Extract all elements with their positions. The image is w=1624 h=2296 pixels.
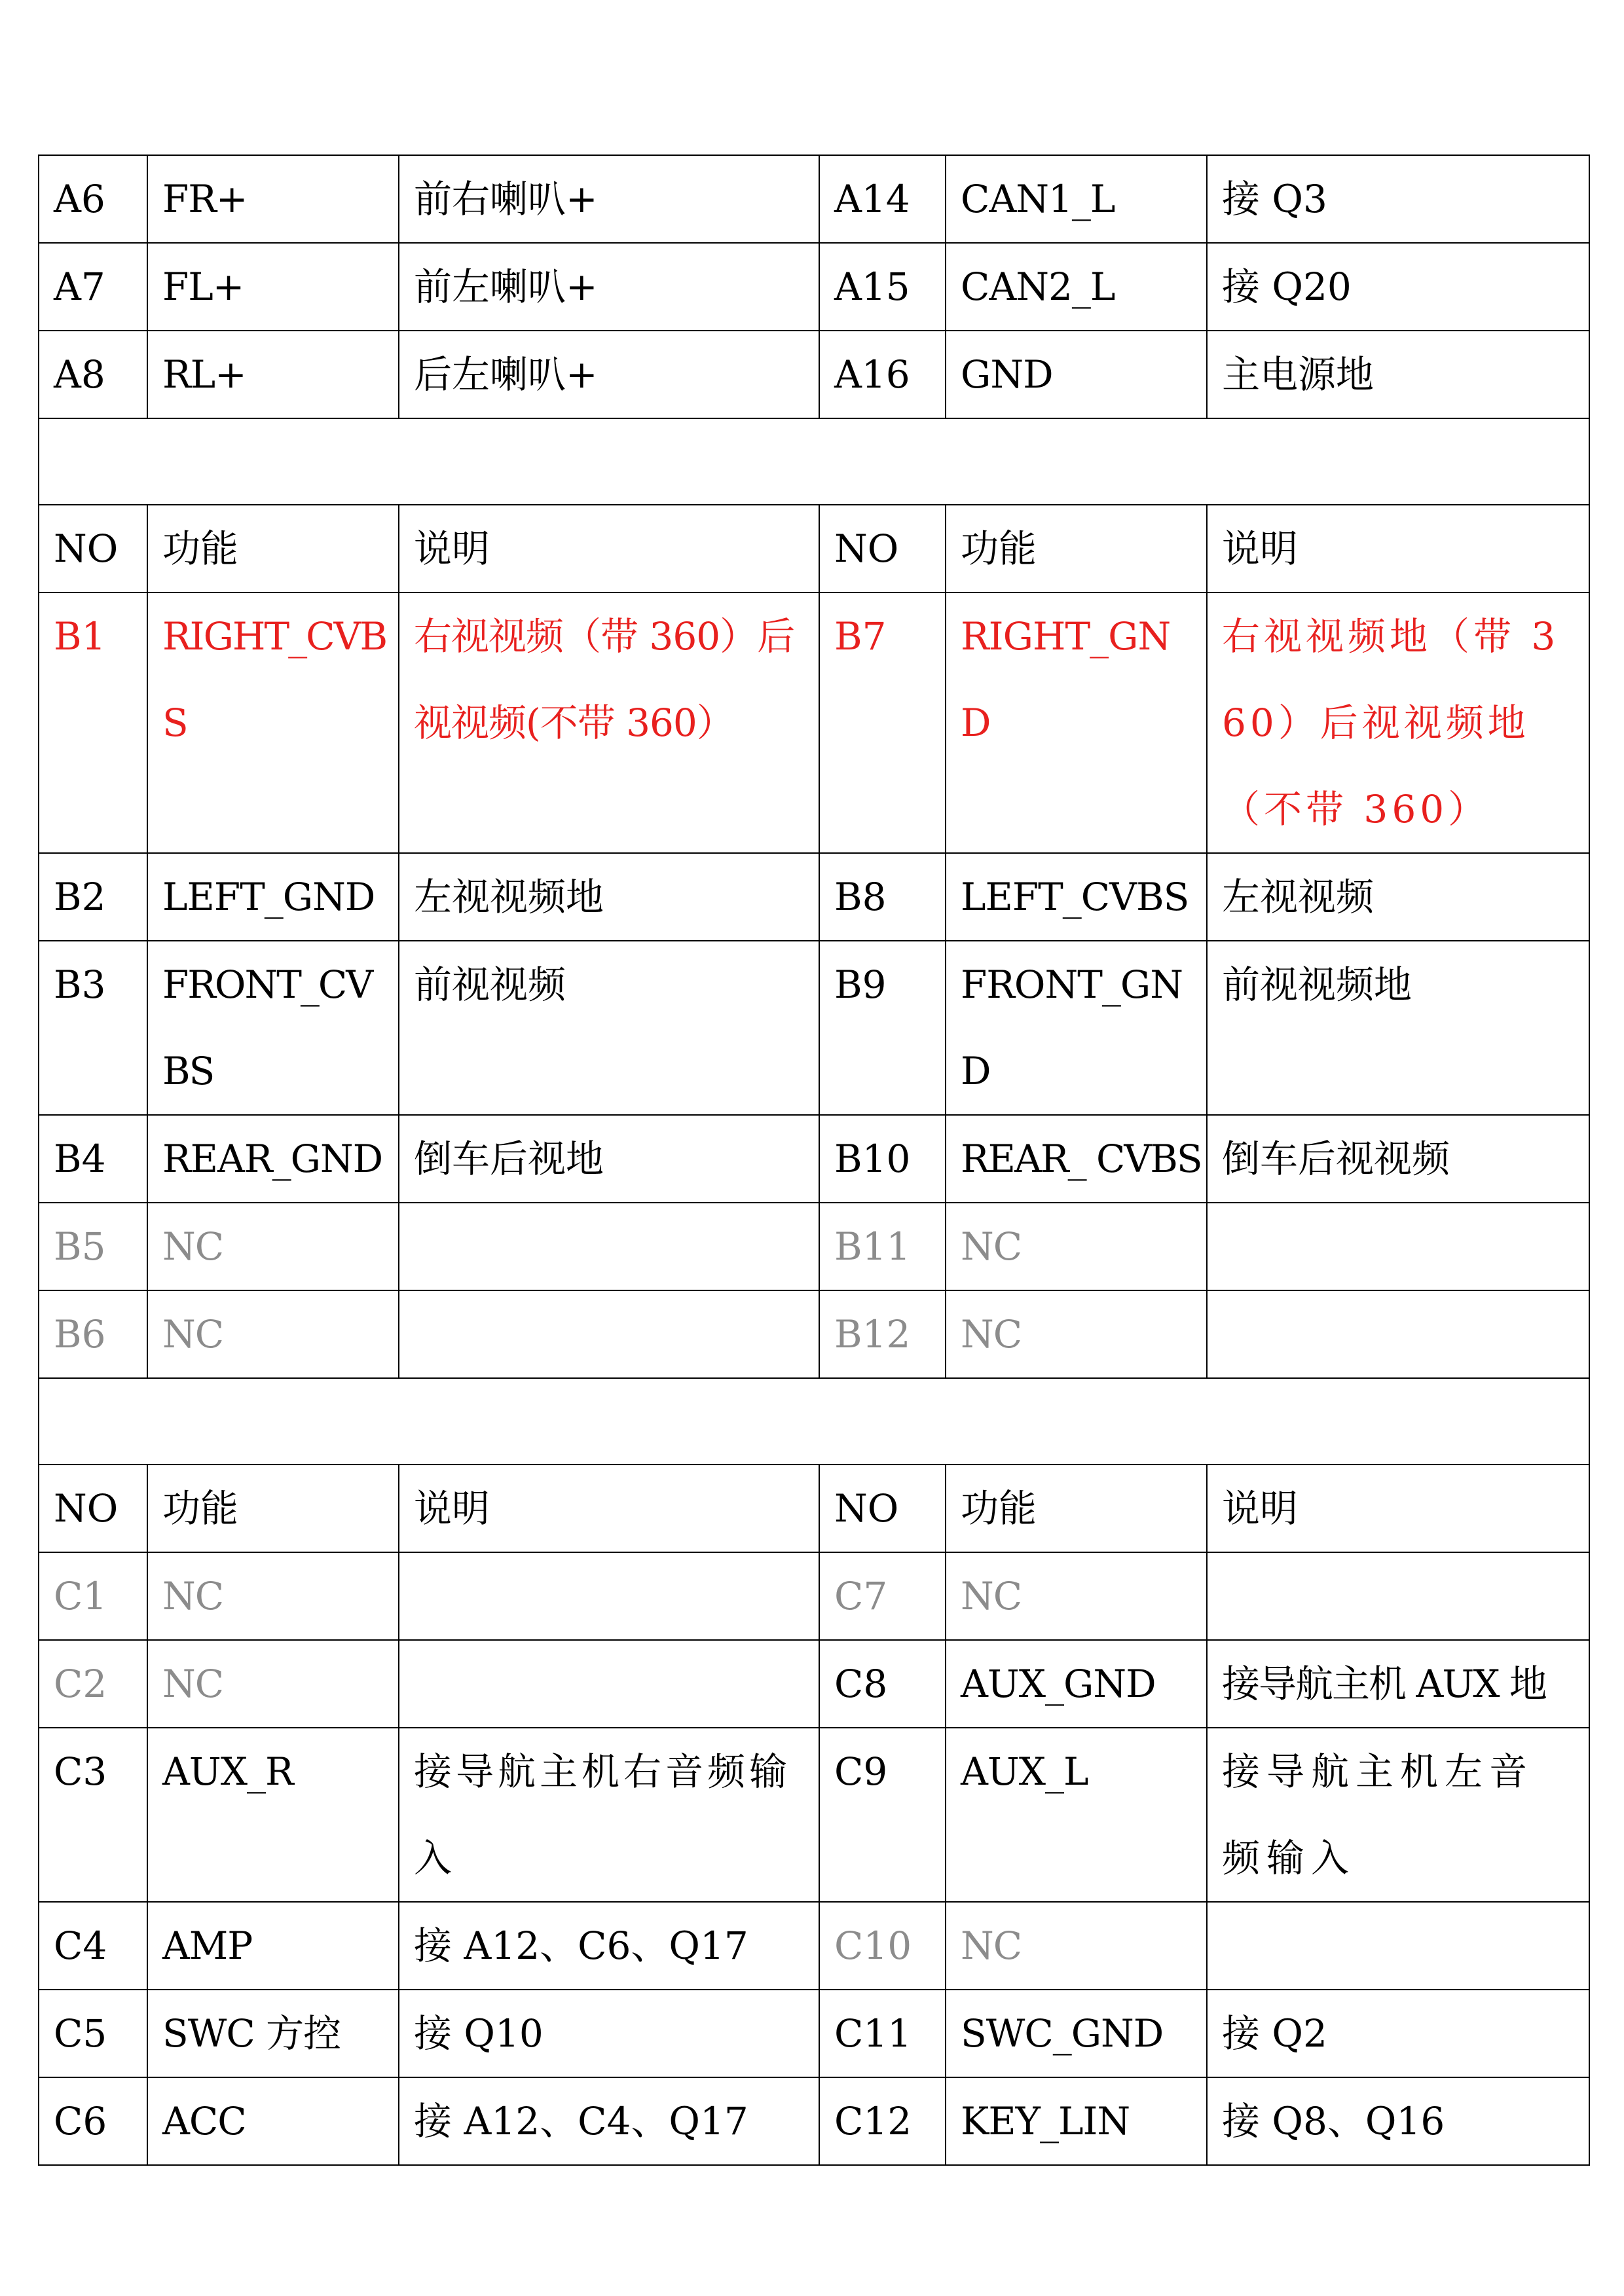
pin-number: C3 — [39, 1728, 147, 1902]
column-header-function: 功能 — [946, 1465, 1207, 1552]
pin-description: 接 Q8、Q16 — [1207, 2077, 1589, 2165]
pin-function: SWC 方控 — [147, 1990, 399, 2077]
pin-function: RIGHT_GND — [946, 592, 1207, 853]
pin-description — [399, 1203, 819, 1290]
pin-number: B1 — [39, 592, 147, 853]
column-header-no: NO — [819, 1465, 946, 1552]
separator-row — [39, 418, 1589, 505]
pin-description: 前左喇叭+ — [399, 243, 819, 331]
pin-description: 右视视频地（带 360）后视视频地（不带 360） — [1207, 592, 1589, 853]
pin-function: ACC — [147, 2077, 399, 2165]
pin-function: NC — [147, 1640, 399, 1728]
table-row — [39, 1115, 1589, 1203]
pin-number: C11 — [819, 1990, 946, 2077]
pin-number: C7 — [819, 1552, 946, 1640]
pin-function: FRONT_GND — [946, 941, 1207, 1115]
table-row — [39, 243, 1589, 331]
column-header-description: 说明 — [1207, 505, 1589, 592]
table-row — [39, 1203, 1589, 1290]
separator-row — [39, 1378, 1589, 1465]
table-row — [39, 592, 1589, 853]
pin-function: NC — [147, 1290, 399, 1378]
pin-description: 接导航主机左音频输入 — [1207, 1728, 1589, 1902]
pin-description: 接 A12、C4、Q17 — [399, 2077, 819, 2165]
table-row — [39, 1640, 1589, 1728]
column-header-function: 功能 — [946, 505, 1207, 592]
column-header-no: NO — [819, 505, 946, 592]
table-row — [39, 331, 1589, 418]
pin-description: 接 Q3 — [1207, 155, 1589, 243]
pin-description: 前视视频地 — [1207, 941, 1589, 1115]
pin-number: B2 — [39, 853, 147, 941]
pin-description — [399, 1552, 819, 1640]
pin-function: SWC_GND — [946, 1990, 1207, 2077]
pin-number: B6 — [39, 1290, 147, 1378]
pin-number: A14 — [819, 155, 946, 243]
separator-cell — [39, 418, 1589, 505]
pin-function: CAN2_L — [946, 243, 1207, 331]
pin-function: RL+ — [147, 331, 399, 418]
pin-number: C8 — [819, 1640, 946, 1728]
pin-description: 接 Q20 — [1207, 243, 1589, 331]
pin-function: LEFT_GND — [147, 853, 399, 941]
pin-description: 右视视频（带 360）后视视频(不带 360） — [399, 592, 819, 853]
pin-function: REAR_GND — [147, 1115, 399, 1203]
table-row — [39, 1290, 1589, 1378]
pin-function: NC — [946, 1902, 1207, 1990]
pin-number: B10 — [819, 1115, 946, 1203]
pin-number: C1 — [39, 1552, 147, 1640]
pin-function: NC — [946, 1552, 1207, 1640]
pin-description: 接导航主机右音频输入 — [399, 1728, 819, 1902]
pin-number: C12 — [819, 2077, 946, 2165]
pin-number: B8 — [819, 853, 946, 941]
pin-description: 主电源地 — [1207, 331, 1589, 418]
column-header-function: 功能 — [147, 1465, 399, 1552]
pin-function: AMP — [147, 1902, 399, 1990]
pin-description — [399, 1290, 819, 1378]
table-row — [39, 1902, 1589, 1990]
pin-function: AUX_L — [946, 1728, 1207, 1902]
pin-function: LEFT_CVBS — [946, 853, 1207, 941]
pin-number: C6 — [39, 2077, 147, 2165]
pin-number: C9 — [819, 1728, 946, 1902]
pin-number: B7 — [819, 592, 946, 853]
pin-number: A7 — [39, 243, 147, 331]
pin-function: AUX_GND — [946, 1640, 1207, 1728]
pin-number: C2 — [39, 1640, 147, 1728]
pin-function: CAN1_L — [946, 155, 1207, 243]
pin-function: FL+ — [147, 243, 399, 331]
column-header-description: 说明 — [399, 1465, 819, 1552]
pin-description: 左视视频 — [1207, 853, 1589, 941]
column-header-description: 说明 — [399, 505, 819, 592]
table-row — [39, 853, 1589, 941]
table-row — [39, 941, 1589, 1115]
pin-number: B5 — [39, 1203, 147, 1290]
pin-description: 倒车后视视频 — [1207, 1115, 1589, 1203]
column-header-no: NO — [39, 505, 147, 592]
pin-function: NC — [946, 1290, 1207, 1378]
table-row — [39, 155, 1589, 243]
pin-description — [1207, 1552, 1589, 1640]
separator-cell — [39, 1378, 1589, 1465]
pin-function: NC — [147, 1203, 399, 1290]
pin-number: B3 — [39, 941, 147, 1115]
pin-function: NC — [946, 1203, 1207, 1290]
pin-number: A15 — [819, 243, 946, 331]
column-header-function: 功能 — [147, 505, 399, 592]
pin-number: B9 — [819, 941, 946, 1115]
pin-number: A6 — [39, 155, 147, 243]
pin-function: REAR_ CVBS — [946, 1115, 1207, 1203]
pin-function: NC — [147, 1552, 399, 1640]
pin-description — [1207, 1290, 1589, 1378]
pin-description: 后左喇叭+ — [399, 331, 819, 418]
pin-description: 左视视频地 — [399, 853, 819, 941]
pin-function: FRONT_CVBS — [147, 941, 399, 1115]
pin-number: C10 — [819, 1902, 946, 1990]
pin-number: C4 — [39, 1902, 147, 1990]
pin-number: A16 — [819, 331, 946, 418]
pin-function: KEY_LIN — [946, 2077, 1207, 2165]
pin-description: 前右喇叭+ — [399, 155, 819, 243]
table-header-row — [39, 1465, 1589, 1552]
pin-number: C5 — [39, 1990, 147, 2077]
column-header-no: NO — [39, 1465, 147, 1552]
pin-function: RIGHT_CVBS — [147, 592, 399, 853]
pin-description — [1207, 1203, 1589, 1290]
pin-definition-table — [38, 155, 1590, 2166]
pin-number: B4 — [39, 1115, 147, 1203]
pin-description: 倒车后视地 — [399, 1115, 819, 1203]
pin-function: AUX_R — [147, 1728, 399, 1902]
table-row — [39, 2077, 1589, 2165]
pin-description: 接 Q2 — [1207, 1990, 1589, 2077]
table-row — [39, 1552, 1589, 1640]
column-header-description: 说明 — [1207, 1465, 1589, 1552]
pin-description: 接 Q10 — [399, 1990, 819, 2077]
pin-number: B11 — [819, 1203, 946, 1290]
pin-function: GND — [946, 331, 1207, 418]
pin-number: B12 — [819, 1290, 946, 1378]
table-row — [39, 1728, 1589, 1902]
pin-number: A8 — [39, 331, 147, 418]
pin-description — [399, 1640, 819, 1728]
table-header-row — [39, 505, 1589, 592]
table-row — [39, 1990, 1589, 2077]
pin-description: 接 A12、C6、Q17 — [399, 1902, 819, 1990]
pin-description: 前视视频 — [399, 941, 819, 1115]
pin-description — [1207, 1902, 1589, 1990]
pin-function: FR+ — [147, 155, 399, 243]
pin-description: 接导航主机 AUX 地 — [1207, 1640, 1589, 1728]
